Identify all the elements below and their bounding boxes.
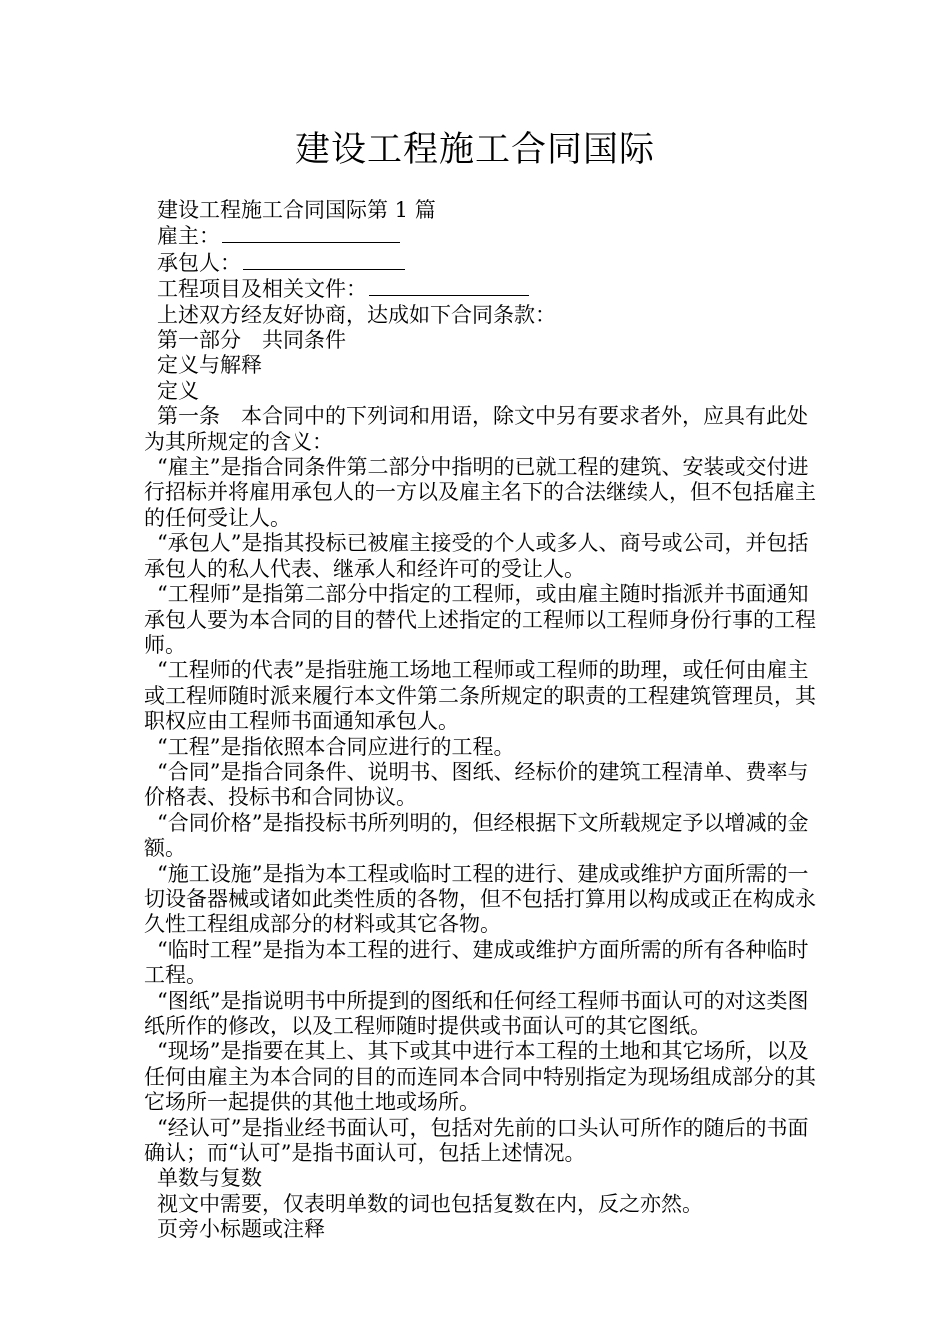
definition-paragraph: “工程师”是指第二部分中指定的工程师，或由雇主随时指派并书面通知承包人要为本合同的目的替代上述指定的工程师以工程师身份行事的工程师。 bbox=[144, 582, 816, 657]
definition-paragraph: “雇主”是指合同条件第二部分中指明的已就工程的建筑、安装或交付进行招标并将雇用承包人的一方以及雇主名下的合法继续人，但不包括雇主的任何受让人。 bbox=[144, 455, 816, 530]
article-paragraph: 第一条 本合同中的下列词和用语，除文中另有要求者外，应具有此处为其所规定的含义： bbox=[144, 404, 808, 454]
employer-label: 雇主： bbox=[157, 224, 220, 249]
contractor-blank-line bbox=[243, 250, 405, 270]
subsection-heading: 定义 bbox=[157, 378, 199, 403]
singular-plural-paragraph: 视文中需要，仅表明单数的词也包括复数在内，反之亦然。 bbox=[157, 1191, 703, 1216]
definition-paragraph: “施工设施”是指为本工程或临时工程的进行、建成或维护方面所需的一切设备器械或诸如此类性质的各物，但不包括打算用以构成或正在构成永久性工程组成部分的材料或其它各物。 bbox=[144, 861, 816, 937]
definition-paragraph: “合同”是指合同条件、说明书、图纸、经标价的建筑工程清单、费率与价格表、投标书和合同协议。 bbox=[144, 759, 809, 810]
project-label: 工程项目及相关文件： bbox=[157, 277, 367, 302]
contractor-field bbox=[144, 250, 819, 276]
document-title: 建设工程施工合同国际 bbox=[294, 130, 655, 170]
marginal-notes-heading: 页旁小标题或注释 bbox=[157, 1217, 325, 1242]
definition-paragraph: “工程师的代表”是指驻施工场地工程师或工程师的助理，或任何由雇主或工程师随时派来履行本文件第二条所规定的职责的工程建筑管理员，其职权应由工程师书面通知承包人。 bbox=[144, 658, 816, 734]
project-blank-line bbox=[369, 276, 529, 296]
singular-plural-heading: 单数与复数 bbox=[157, 1166, 262, 1191]
definition-paragraph: “工程”是指依照本合同应进行的工程。 bbox=[157, 734, 515, 759]
definition-paragraph: “合同价格”是指投标书所列明的，但经根据下文所载规定予以增减的金额。 bbox=[144, 810, 809, 861]
section-heading: 定义与解释 bbox=[157, 353, 262, 378]
definition-paragraph: “图纸”是指说明书中所提到的图纸和任何经工程师书面认可的对这类图纸所作的修改，以及工程师随时提供或书面认可的其它图纸。 bbox=[144, 988, 809, 1038]
contractor-label: 承包人： bbox=[157, 250, 241, 275]
definition-paragraph: “临时工程”是指为本工程的进行、建成或维护方面所需的所有各种临时工程。 bbox=[144, 937, 809, 988]
intro-paragraph: 上述双方经友好协商，达成如下合同条款： bbox=[157, 302, 556, 327]
part-heading: 第一部分 共同条件 bbox=[157, 328, 346, 353]
definition-paragraph: “承包人”是指其投标已被雇主接受的个人或多人、商号或公司，并包括承包人的私人代表、继承人和经许可的受让人。 bbox=[144, 531, 809, 581]
document-subtitle: 建设工程施工合同国际第 1 篇 bbox=[157, 198, 436, 222]
employer-blank-line bbox=[222, 223, 400, 243]
employer-field bbox=[144, 223, 819, 249]
project-field bbox=[144, 276, 819, 302]
document-body bbox=[144, 198, 819, 1243]
definition-paragraph: “现场”是指要在其上、其下或其中进行本工程的土地和其它场所，以及任何由雇主为本合同的目的而连同本合同中特别指定为现场组成部分的其它场所一起提供的其他土地或场所。 bbox=[144, 1039, 816, 1115]
definition-paragraph: “经认可”是指业经书面认可，包括对先前的口头认可所作的随后的书面确认；而“认可”是指书面认可，包括上述情况。 bbox=[144, 1115, 809, 1166]
